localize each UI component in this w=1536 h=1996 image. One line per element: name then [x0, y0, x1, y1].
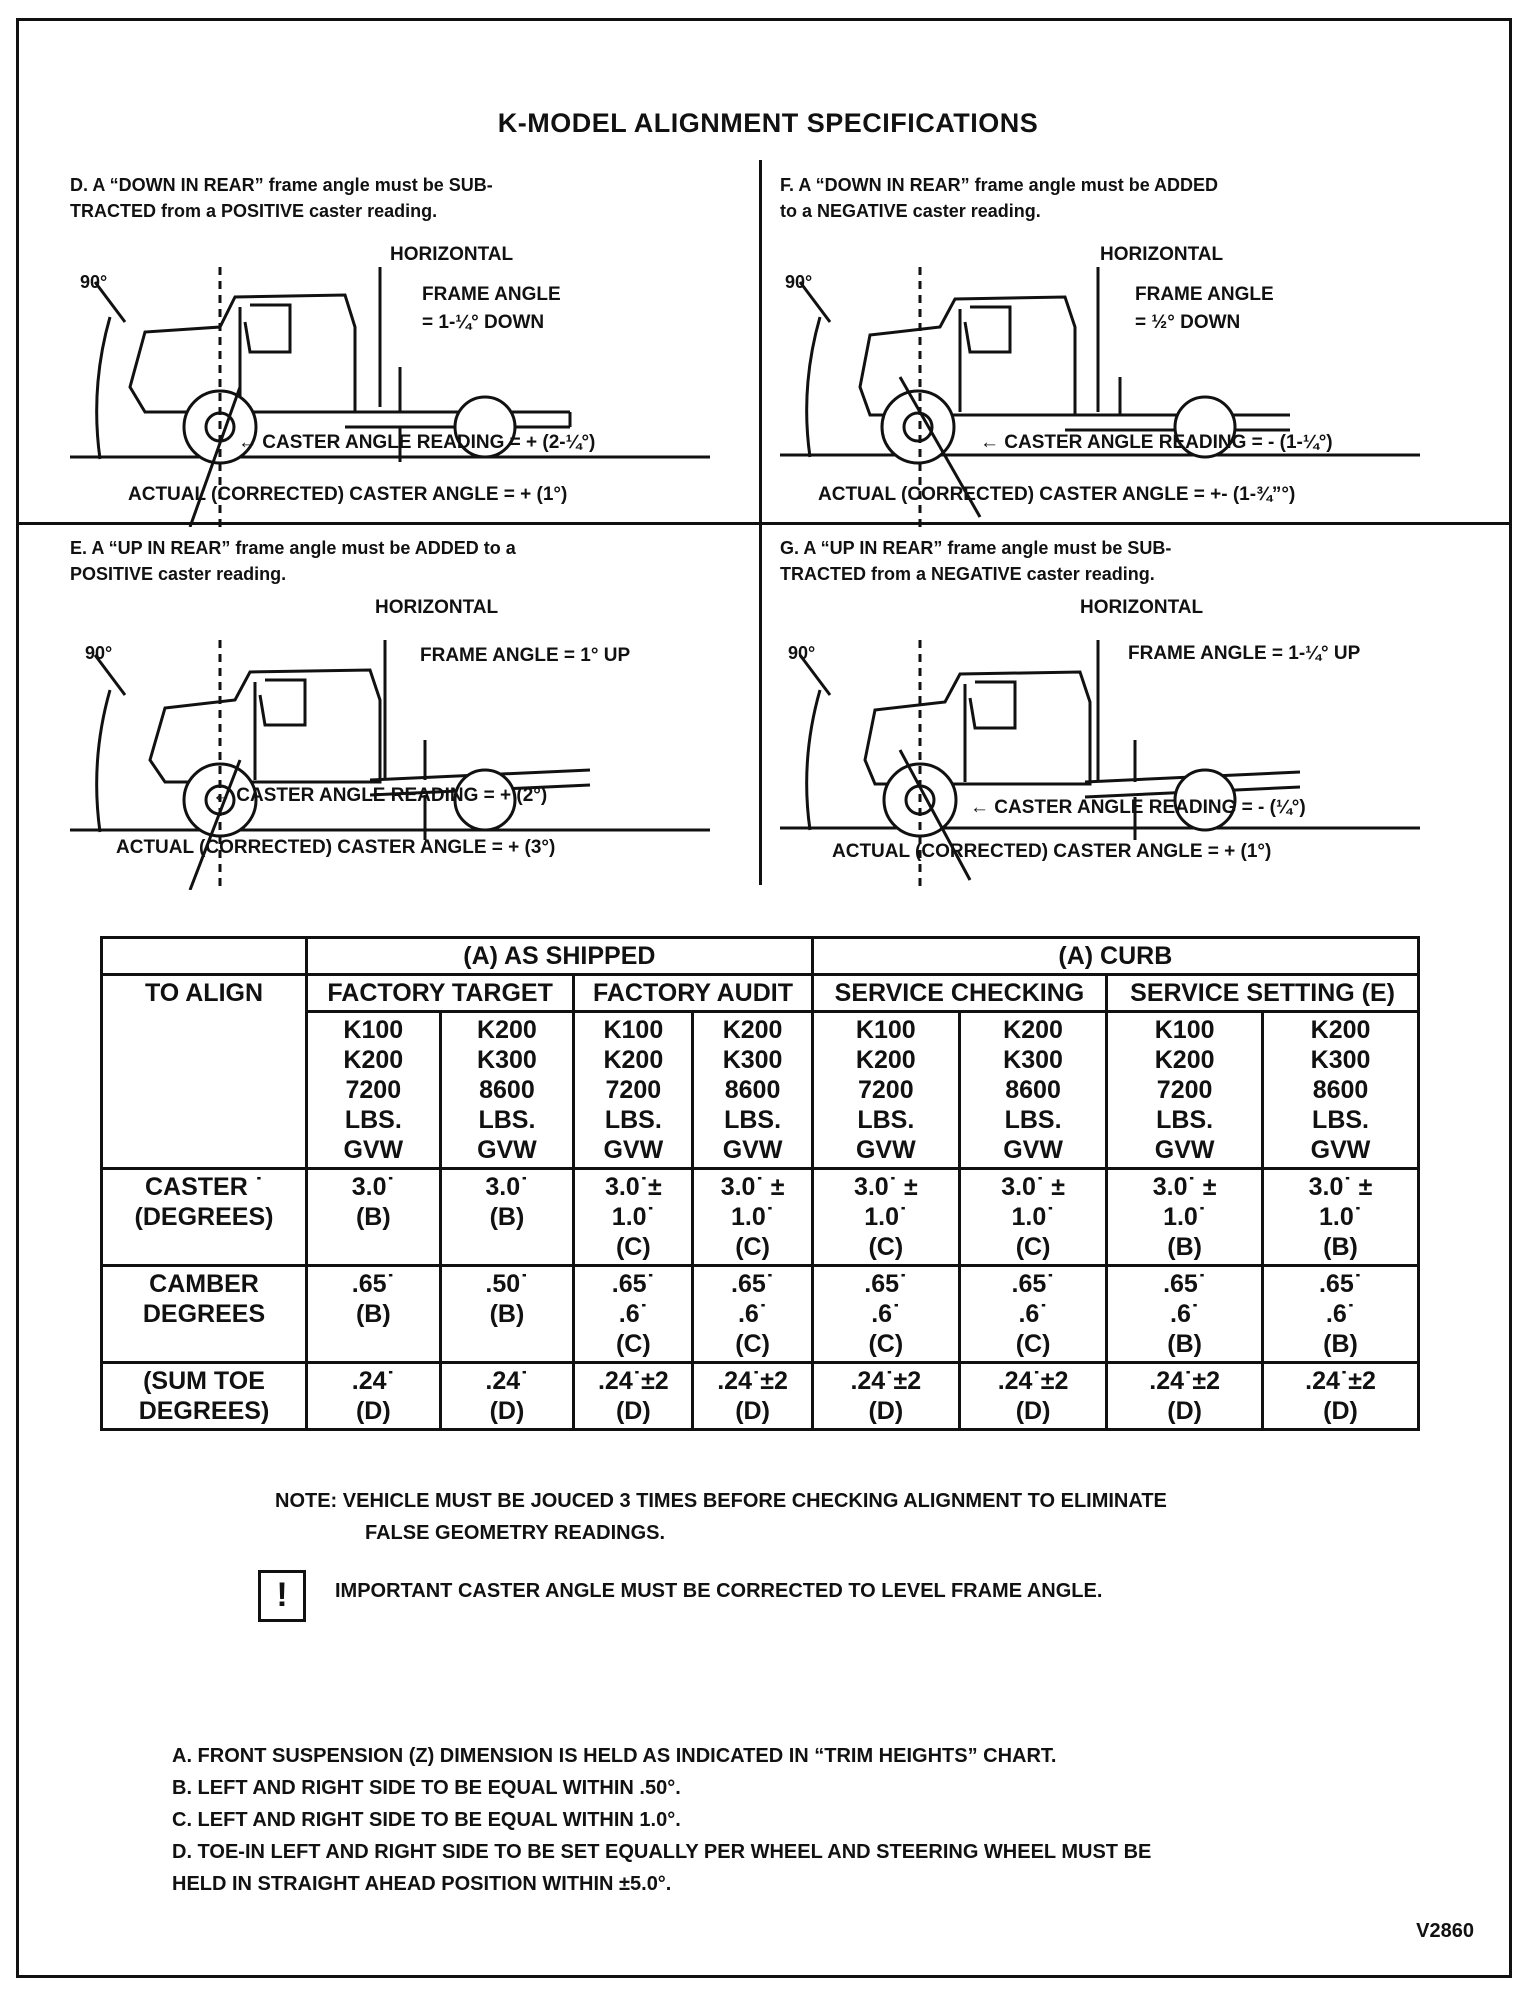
- actual-caster: ACTUAL (CORRECTED) CASTER ANGLE = + (3°): [116, 837, 556, 858]
- value-cell: .24˙±2 (D): [812, 1363, 959, 1430]
- frame-angle-label: FRAME ANGLE: [422, 284, 561, 305]
- value-cell: .24˙±2 (D): [574, 1363, 693, 1430]
- frame-angle-label: FRAME ANGLE = 1° UP: [420, 645, 631, 666]
- group-as-shipped: (A) AS SHIPPED: [307, 938, 813, 975]
- diagram-panel-g: [780, 535, 1480, 885]
- model-cell: K100 K200 7200 LBS. GVW: [574, 1012, 693, 1169]
- model-cell: K200 K300 8600 LBS. GVW: [440, 1012, 574, 1169]
- frame-angle-value: = 1-¼° DOWN: [422, 312, 545, 333]
- footnote: HELD IN STRAIGHT AHEAD POSITION WITHIN ±5.0°.: [172, 1873, 672, 1895]
- value-cell: .24˙±2 (D): [959, 1363, 1106, 1430]
- value-cell: .24˙ (D): [307, 1363, 441, 1430]
- value-cell: .24˙±2 (D): [1107, 1363, 1263, 1430]
- value-cell: .65˙ .6˙ (C): [574, 1266, 693, 1363]
- alignment-spec-table: [100, 936, 1420, 1431]
- caster-reading: ← CASTER ANGLE READING = + (2-¼°): [238, 432, 596, 453]
- row-label: CAMBER DEGREES: [102, 1266, 307, 1363]
- diagram-panel-d: [70, 172, 770, 522]
- angle-90-label: 90°: [785, 272, 813, 292]
- value-cell: 3.0˙ ± 1.0˙ (C): [693, 1169, 812, 1266]
- footnote: B. LEFT AND RIGHT SIDE TO BE EQUAL WITHIN .50°.: [172, 1777, 681, 1799]
- value-cell: 3.0˙ ± 1.0˙ (C): [959, 1169, 1106, 1266]
- caster-reading: ← CASTER ANGLE READING = - (¼°): [970, 797, 1306, 818]
- value-cell: .24˙ (D): [440, 1363, 574, 1430]
- table-row: [102, 1266, 1419, 1363]
- frame-angle-value: = ½° DOWN: [1135, 312, 1241, 333]
- diagram-panel-f: [780, 172, 1480, 522]
- model-cell: K200 K300 8600 LBS. GVW: [693, 1012, 812, 1169]
- caster-reading: ← CASTER ANGLE READING = - (1-¼°): [980, 432, 1333, 453]
- value-cell: 3.0˙ ± 1.0˙ (B): [1263, 1169, 1419, 1266]
- horizontal-label: HORIZONTAL: [390, 244, 514, 265]
- jounce-note: NOTE: VEHICLE MUST BE JOUCED 3 TIMES BEFORE CHECKING ALIGNMENT TO ELIMINATE FALSE GEOMETRY READINGS.: [275, 1490, 1167, 1544]
- frame-angle-label: FRAME ANGLE: [1135, 284, 1274, 305]
- value-cell: .65˙ .6˙ (C): [812, 1266, 959, 1363]
- angle-90-label: 90°: [788, 643, 816, 663]
- value-cell: 3.0˙ ± 1.0˙ (B): [1107, 1169, 1263, 1266]
- value-cell: .65˙ (B): [307, 1266, 441, 1363]
- actual-caster: ACTUAL (CORRECTED) CASTER ANGLE = + (1°): [832, 841, 1272, 862]
- panel-caption: F. A “DOWN IN REAR” frame angle must be ADDED to a NEGATIVE caster reading.: [780, 175, 1219, 221]
- service-checking-header: SERVICE CHECKING: [812, 975, 1107, 1012]
- truck-cab: [130, 295, 355, 412]
- horizontal-label: HORIZONTAL: [375, 597, 499, 618]
- table-body: [102, 1169, 1419, 1430]
- model-cell: K200 K300 8600 LBS. GVW: [1263, 1012, 1419, 1169]
- actual-caster: ACTUAL (CORRECTED) CASTER ANGLE = +- (1-¾”°): [818, 484, 1296, 505]
- footnote: D. TOE-IN LEFT AND RIGHT SIDE TO BE SET EQUALLY PER WHEEL AND STEERING WHEEL MUST BE: [172, 1841, 1152, 1863]
- table-row: [102, 1169, 1419, 1266]
- truck-diagram: [70, 227, 710, 527]
- value-cell: 3.0˙± 1.0˙ (C): [574, 1169, 693, 1266]
- row-label: (SUM TOE DEGREES): [102, 1363, 307, 1430]
- page-title: K-MODEL ALIGNMENT SPECIFICATIONS: [497, 108, 1039, 138]
- figure-code: V2860: [1416, 1920, 1474, 1942]
- factory-target-header: FACTORY TARGET: [307, 975, 574, 1012]
- actual-caster: ACTUAL (CORRECTED) CASTER ANGLE = + (1°): [128, 484, 568, 505]
- model-cell: K100 K200 7200 LBS. GVW: [1107, 1012, 1263, 1169]
- truck-diagram: [780, 227, 1420, 527]
- value-cell: 3.0˙ ± 1.0˙ (C): [812, 1169, 959, 1266]
- diagram-panel-e: [70, 535, 770, 885]
- value-cell: .65˙ .6˙ (C): [693, 1266, 812, 1363]
- model-cell: K200 K300 8600 LBS. GVW: [959, 1012, 1106, 1169]
- row-label: CASTER ˙ (DEGREES): [102, 1169, 307, 1266]
- table-subheader-row: [102, 975, 1419, 1012]
- frame-angle-label: FRAME ANGLE = 1-¼° UP: [1128, 643, 1361, 664]
- table-row: [102, 1363, 1419, 1430]
- horizontal-label: HORIZONTAL: [1100, 244, 1224, 265]
- value-cell: .65˙ .6˙ (C): [959, 1266, 1106, 1363]
- panel-caption: G. A “UP IN REAR” frame angle must be SUB- TRACTED from a NEGATIVE caster reading.: [780, 538, 1172, 584]
- value-cell: 3.0˙ (B): [307, 1169, 441, 1266]
- table-corner: [102, 938, 307, 975]
- angle-arc: [97, 317, 110, 459]
- value-cell: 3.0˙ (B): [440, 1169, 574, 1266]
- horizontal-label: HORIZONTAL: [1080, 597, 1204, 618]
- model-cell: K100 K200 7200 LBS. GVW: [812, 1012, 959, 1169]
- panel-caption: D. A “DOWN IN REAR” frame angle must be SUB- TRACTED from a POSITIVE caster reading.: [70, 175, 493, 221]
- footnote: A. FRONT SUSPENSION (Z) DIMENSION IS HELD AS INDICATED IN “TRIM HEIGHTS” CHART.: [172, 1745, 1057, 1767]
- factory-audit-header: FACTORY AUDIT: [574, 975, 812, 1012]
- value-cell: .24˙±2 (D): [693, 1363, 812, 1430]
- model-cell: K100 K200 7200 LBS. GVW: [307, 1012, 441, 1169]
- footnotes: [172, 1740, 1151, 1900]
- important-icon: !: [258, 1570, 306, 1622]
- value-cell: .65˙ .6˙ (B): [1107, 1266, 1263, 1363]
- to-align-header: TO ALIGN: [102, 975, 307, 1169]
- footnote: C. LEFT AND RIGHT SIDE TO BE EQUAL WITHIN 1.0°.: [172, 1809, 681, 1831]
- angle-90-label: 90°: [80, 272, 108, 292]
- panel-caption: E. A “UP IN REAR” frame angle must be ADDED to a POSITIVE caster reading.: [70, 538, 516, 584]
- service-setting-header: SERVICE SETTING (E): [1107, 975, 1419, 1012]
- important-text: IMPORTANT CASTER ANGLE MUST BE CORRECTED TO LEVEL FRAME ANGLE.: [335, 1580, 1103, 1602]
- angle-90-label: 90°: [85, 643, 113, 663]
- value-cell: .65˙ .6˙ (B): [1263, 1266, 1419, 1363]
- caster-reading: ← CASTER ANGLE READING = + (2°): [212, 785, 548, 806]
- value-cell: .24˙±2 (D): [1263, 1363, 1419, 1430]
- group-curb: (A) CURB: [812, 938, 1418, 975]
- value-cell: .50˙ (B): [440, 1266, 574, 1363]
- table-group-row: [102, 938, 1419, 975]
